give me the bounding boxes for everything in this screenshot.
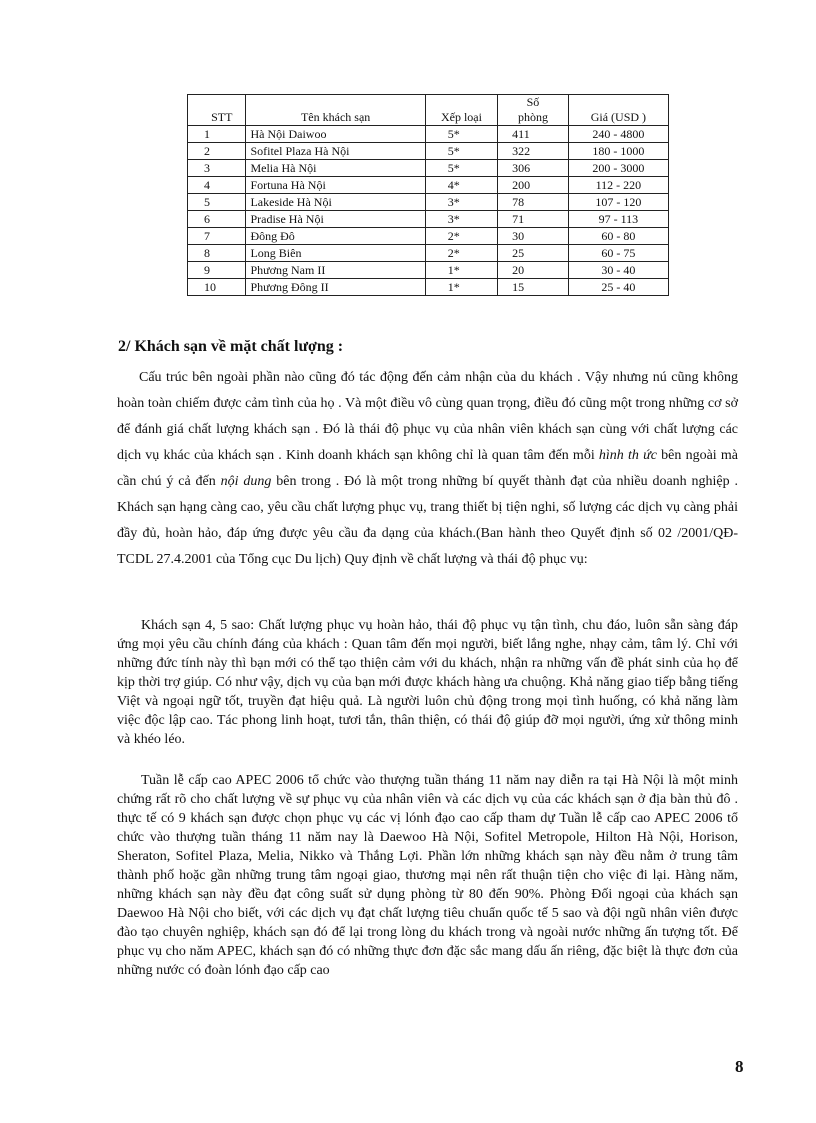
paragraph-quality-emphasis-1: hình th ức xyxy=(598,448,657,463)
header-name: Tên khách sạn xyxy=(246,95,425,126)
cell-price: 200 - 3000 xyxy=(568,160,668,177)
cell-rooms: 71 xyxy=(498,211,569,228)
cell-rooms: 15 xyxy=(498,279,569,296)
paragraph-quality-emphasis-2: nội dung xyxy=(220,474,272,489)
cell-stt: 3 xyxy=(188,160,246,177)
header-rank: Xếp loại xyxy=(425,95,497,126)
cell-name: Sofitel Plaza Hà Nội xyxy=(246,143,425,160)
cell-rooms: 25 xyxy=(498,245,569,262)
cell-name: Đông Đô xyxy=(246,228,425,245)
table-row xyxy=(188,245,669,262)
cell-price: 240 - 4800 xyxy=(568,126,668,143)
paragraph-quality xyxy=(117,365,738,573)
cell-price: 30 - 40 xyxy=(568,262,668,279)
cell-name: Fortuna Hà Nội xyxy=(246,177,425,194)
cell-stt: 5 xyxy=(188,194,246,211)
cell-rooms: 30 xyxy=(498,228,569,245)
cell-name: Phương Đông II xyxy=(246,279,425,296)
table-row xyxy=(188,279,669,296)
cell-name: Long Biên xyxy=(246,245,425,262)
table-row xyxy=(188,194,669,211)
paragraph-apec: Tuần lễ cấp cao APEC 2006 tổ chức vào thượng tuần tháng 11 năm nay diễn ra tại Hà Nội là một minh chứng rất rõ cho chất lượng về sự phục vụ của nhân viên và các dịch vụ của các khách sạn ở địa bàn thủ đô . thực tế có 9 khách sạn được chọn phục vụ các vị lónh đạo cao cấp tham dự Tuần lễ cấp cao APEC 2006 tổ chức vào thượng tuần tháng 11 năm nay là Daewoo Hà Nội, Sofitel Metropole, Hilton Hà Nội, Horison, Sheraton, Sofitel Plaza, Melia, Nikko và Thắng Lợi. Phần lớn những khách sạn này đều nằm ở trung tâm thành phố hoặc gần những trung tâm ngoại giao, thương mại nên rất thuận tiện cho việc đi lại. Hàng năm, những khách sạn này đều đạt công suất sử dụng phòng từ 80 đến 90%. Phòng Đối ngoại của khách sạn Daewoo Hà Nội cho biết, với các dịch vụ đạt chất lượng tiêu chuẩn quốc tế 5 sao và đội ngũ nhân viên được đào tạo chuyên nghiệp, khách sạn đó để lại trong lòng du khách trong và ngoài nước những ấn tượng tốt. Để phục vụ cho năm APEC, khách sạn đó có những thực đơn đặc sắc mang dấu ấn riêng, đặc biệt là thực đơn của những nước có đoàn lónh đạo cấp cao xyxy=(117,773,738,978)
table-row xyxy=(188,143,669,160)
cell-stt: 10 xyxy=(188,279,246,296)
table-body xyxy=(188,126,669,296)
cell-price: 60 - 75 xyxy=(568,245,668,262)
header-price: Giá (USD ) xyxy=(568,95,668,126)
cell-rank: 1* xyxy=(425,262,497,279)
cell-price: 25 - 40 xyxy=(568,279,668,296)
cell-rank: 5* xyxy=(425,126,497,143)
cell-rank: 2* xyxy=(425,228,497,245)
cell-price: 60 - 80 xyxy=(568,228,668,245)
cell-rank: 1* xyxy=(425,279,497,296)
header-rooms-line1: Số xyxy=(526,95,540,109)
cell-price: 112 - 220 xyxy=(568,177,668,194)
cell-name: Phương Nam II xyxy=(246,262,425,279)
table-header-row xyxy=(188,95,669,126)
header-rooms xyxy=(498,95,569,126)
cell-stt: 8 xyxy=(188,245,246,262)
cell-price: 97 - 113 xyxy=(568,211,668,228)
table-row xyxy=(188,262,669,279)
cell-stt: 4 xyxy=(188,177,246,194)
cell-rank: 2* xyxy=(425,245,497,262)
table-row xyxy=(188,228,669,245)
paragraph-quality-part3: bên trong . Đó là một trong những bí quyết thành đạt của nhiều doanh nghiệp . Khách sạn hạng càng cao, yêu cầu chất lượng phục vụ, trang thiết bị tiện nghi, số lượng các dịch vụ càng phải đầy đủ, hoàn hảo, đáp ứng được yêu cầu đa dạng của khách.(Ban hành theo Quyết định số 02 /2001/QĐ-TCDL 27.4.2001 của Tổng cục Du lịch) Quy định về chất lượng và thái độ phục vụ: xyxy=(117,474,739,567)
cell-rooms: 200 xyxy=(498,177,569,194)
cell-name: Melia Hà Nội xyxy=(246,160,425,177)
cell-rank: 3* xyxy=(425,211,497,228)
table-row xyxy=(188,126,669,143)
paragraph-quality-part1: Cấu trúc bên ngoài phần nào cũng đó tác động đến cảm nhận của du khách . Vậy nhưng nú cũng không hoàn toàn chiếm được cảm tình của họ . Và một điều vô cùng quan trọng, điều đó cũng một trong những cơ sở để đánh giá chất lượng khách sạn . Đó là thái độ phục vụ của nhân viên khách sạn cùng với chất lượng các dịch vụ khác của khách sạn . Kinh doanh khách sạn không chỉ là quan tâm đến mỗi xyxy=(117,370,738,463)
table-row xyxy=(188,160,669,177)
cell-rank: 5* xyxy=(425,160,497,177)
cell-stt: 6 xyxy=(188,211,246,228)
cell-rank: 3* xyxy=(425,194,497,211)
cell-stt: 1 xyxy=(188,126,246,143)
cell-rank: 4* xyxy=(425,177,497,194)
cell-name: Lakeside Hà Nội xyxy=(246,194,425,211)
page-number: 8 xyxy=(735,1057,744,1076)
cell-name: Hà Nội Daiwoo xyxy=(246,126,425,143)
section-heading: 2/ Khách sạn về mặt chất lượng : xyxy=(118,338,344,355)
cell-stt: 7 xyxy=(188,228,246,245)
cell-stt: 2 xyxy=(188,143,246,160)
table-row xyxy=(188,211,669,228)
cell-rooms: 411 xyxy=(498,126,569,143)
paragraph-quality-part2: bên ngoài mà cần chú ý cả đến xyxy=(117,448,738,489)
paragraph-4-5-star: Khách sạn 4, 5 sao: Chất lượng phục vụ hoàn hảo, thái độ phục vụ tận tình, chu đáo, luôn sẵn sàng đáp ứng mọi yêu cầu chính đáng của khách : Quan tâm đến mọi người, biết lắng nghe, nhạy cảm, tâm lý. Chỉ với những đức tính này thì bạn mới có thể tạo thiện cảm với du khách, nhận ra những vấn đề phát sinh của họ để kịp thời trợ giúp. Có như vậy, dịch vụ của bạn mới được khách hàng ưa chuộng. Khả năng giao tiếp bằng tiếng Việt và ngoại ngữ tốt, truyền đạt hiệu quả. Là người luôn chủ động trong mọi tình huống, có khả năng làm việc độc lập cao. Tác phong linh hoạt, tươi tắn, thân thiện, có thái độ giúp đỡ mọi người, ứng xử thông minh và khéo léo. xyxy=(117,618,738,747)
cell-rank: 5* xyxy=(425,143,497,160)
cell-rooms: 306 xyxy=(498,160,569,177)
header-rooms-line2: phòng xyxy=(517,110,548,124)
cell-name: Pradise Hà Nội xyxy=(246,211,425,228)
cell-rooms: 78 xyxy=(498,194,569,211)
cell-price: 180 - 1000 xyxy=(568,143,668,160)
cell-rooms: 322 xyxy=(498,143,569,160)
hotel-table xyxy=(187,94,669,296)
table-row xyxy=(188,177,669,194)
cell-price: 107 - 120 xyxy=(568,194,668,211)
header-stt: STT xyxy=(188,95,246,126)
cell-rooms: 20 xyxy=(498,262,569,279)
cell-stt: 9 xyxy=(188,262,246,279)
